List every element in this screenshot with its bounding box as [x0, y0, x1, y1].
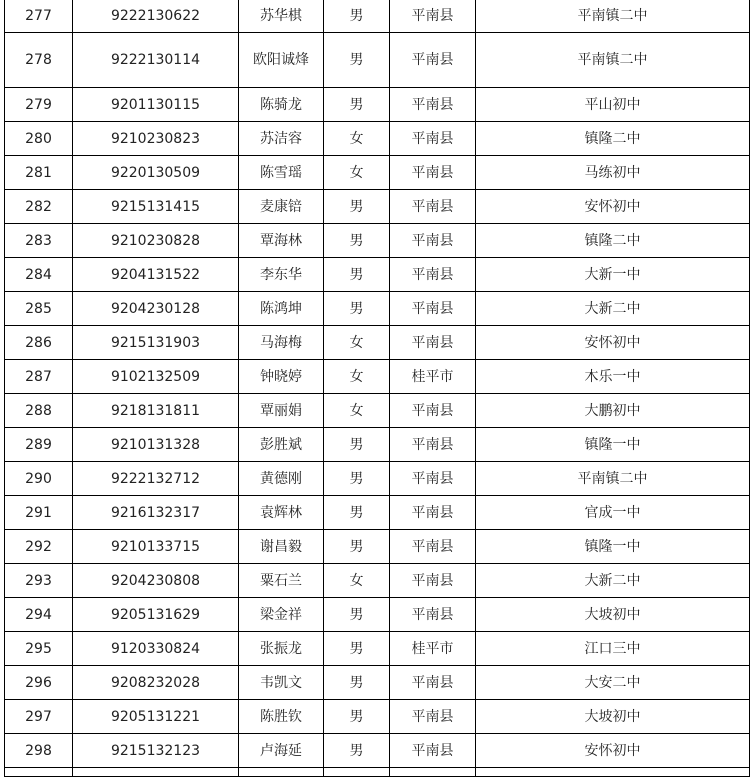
table-row [5, 156, 750, 190]
school-cell [476, 768, 750, 777]
row-number-cell: 293 [5, 564, 73, 598]
county-cell: 平南县 [390, 33, 476, 88]
gender-cell: 男 [324, 632, 390, 666]
table-row [5, 632, 750, 666]
gender-cell: 男 [324, 666, 390, 700]
gender-cell: 男 [324, 530, 390, 564]
student-name-cell: 彭胜斌 [239, 428, 324, 462]
row-number-cell: 292 [5, 530, 73, 564]
table-row [5, 428, 750, 462]
student-name-cell: 陈骑龙 [239, 88, 324, 122]
student-name-cell: 陈雪瑶 [239, 156, 324, 190]
table-row [5, 564, 750, 598]
exam-id-cell [73, 768, 239, 777]
exam-id-cell: 9204131522 [73, 258, 239, 292]
exam-id-cell: 9220130509 [73, 156, 239, 190]
gender-cell: 女 [324, 394, 390, 428]
row-number-cell: 282 [5, 190, 73, 224]
table-row [5, 598, 750, 632]
school-cell: 安怀初中 [476, 734, 750, 768]
exam-id-cell: 9201130115 [73, 88, 239, 122]
table-row [5, 394, 750, 428]
table-row [5, 530, 750, 564]
county-cell: 平南县 [390, 462, 476, 496]
exam-id-cell: 9204230128 [73, 292, 239, 326]
row-number-cell: 277 [5, 0, 73, 33]
school-cell: 平山初中 [476, 88, 750, 122]
county-cell: 桂平市 [390, 632, 476, 666]
student-name-cell: 麦康锫 [239, 190, 324, 224]
county-cell: 平南县 [390, 156, 476, 190]
county-cell: 平南县 [390, 190, 476, 224]
county-cell: 平南县 [390, 700, 476, 734]
school-cell: 镇隆二中 [476, 224, 750, 258]
school-cell: 大新二中 [476, 292, 750, 326]
county-cell: 平南县 [390, 734, 476, 768]
exam-id-cell: 9215131415 [73, 190, 239, 224]
exam-id-cell: 9210230823 [73, 122, 239, 156]
county-cell: 平南县 [390, 122, 476, 156]
student-name-cell: 卢海延 [239, 734, 324, 768]
school-cell: 安怀初中 [476, 190, 750, 224]
table-row [5, 326, 750, 360]
exam-id-cell: 9215132123 [73, 734, 239, 768]
table-row [5, 190, 750, 224]
row-number-cell: 294 [5, 598, 73, 632]
row-number-cell: 286 [5, 326, 73, 360]
gender-cell: 女 [324, 156, 390, 190]
student-name-cell: 苏洁容 [239, 122, 324, 156]
exam-id-cell: 9120330824 [73, 632, 239, 666]
gender-cell: 女 [324, 564, 390, 598]
school-cell: 官成一中 [476, 496, 750, 530]
gender-cell: 男 [324, 462, 390, 496]
school-cell: 马练初中 [476, 156, 750, 190]
row-number-cell: 278 [5, 33, 73, 88]
student-name-cell: 韦凯文 [239, 666, 324, 700]
student-name-cell [239, 768, 324, 777]
school-cell: 大鹏初中 [476, 394, 750, 428]
table-row [5, 122, 750, 156]
exam-id-cell: 9205131221 [73, 700, 239, 734]
student-name-cell: 梁金祥 [239, 598, 324, 632]
row-number-cell: 284 [5, 258, 73, 292]
school-cell: 平南镇二中 [476, 33, 750, 88]
row-number-cell: 281 [5, 156, 73, 190]
student-roster-table [4, 0, 750, 777]
table-row [5, 292, 750, 326]
county-cell: 平南县 [390, 394, 476, 428]
gender-cell: 女 [324, 326, 390, 360]
gender-cell: 男 [324, 190, 390, 224]
school-cell: 镇隆二中 [476, 122, 750, 156]
table-row [5, 462, 750, 496]
student-name-cell: 马海梅 [239, 326, 324, 360]
table-row [5, 0, 750, 33]
table-row [5, 496, 750, 530]
school-cell: 大坡初中 [476, 700, 750, 734]
row-number-cell: 287 [5, 360, 73, 394]
table-row [5, 88, 750, 122]
gender-cell: 男 [324, 734, 390, 768]
gender-cell: 男 [324, 496, 390, 530]
student-name-cell: 黄德刚 [239, 462, 324, 496]
gender-cell: 男 [324, 292, 390, 326]
gender-cell: 男 [324, 0, 390, 33]
table-row [5, 734, 750, 768]
county-cell: 平南县 [390, 258, 476, 292]
school-cell: 江口三中 [476, 632, 750, 666]
exam-id-cell: 9216132317 [73, 496, 239, 530]
table-row [5, 258, 750, 292]
student-name-cell: 陈胜钦 [239, 700, 324, 734]
gender-cell [324, 768, 390, 777]
row-number-cell: 295 [5, 632, 73, 666]
county-cell: 平南县 [390, 666, 476, 700]
county-cell: 平南县 [390, 224, 476, 258]
school-cell: 镇隆一中 [476, 428, 750, 462]
row-number-cell: 291 [5, 496, 73, 530]
student-name-cell: 覃海林 [239, 224, 324, 258]
student-name-cell: 钟晓婷 [239, 360, 324, 394]
row-number-cell: 288 [5, 394, 73, 428]
exam-id-cell: 9210230828 [73, 224, 239, 258]
school-cell: 大新一中 [476, 258, 750, 292]
row-number-cell: 283 [5, 224, 73, 258]
school-cell: 大坡初中 [476, 598, 750, 632]
gender-cell: 女 [324, 360, 390, 394]
school-cell: 平南镇二中 [476, 462, 750, 496]
school-cell: 大新二中 [476, 564, 750, 598]
school-cell: 安怀初中 [476, 326, 750, 360]
table-row [5, 360, 750, 394]
student-name-cell: 粟石兰 [239, 564, 324, 598]
county-cell: 平南县 [390, 428, 476, 462]
row-number-cell: 297 [5, 700, 73, 734]
county-cell: 平南县 [390, 88, 476, 122]
student-name-cell: 覃丽娟 [239, 394, 324, 428]
row-number-cell [5, 768, 73, 777]
county-cell: 平南县 [390, 0, 476, 33]
exam-id-cell: 9204230808 [73, 564, 239, 598]
row-number-cell: 279 [5, 88, 73, 122]
exam-id-cell: 9210133715 [73, 530, 239, 564]
row-number-cell: 285 [5, 292, 73, 326]
table-row [5, 33, 750, 88]
county-cell: 平南县 [390, 564, 476, 598]
exam-id-cell: 9218131811 [73, 394, 239, 428]
exam-id-cell: 9210131328 [73, 428, 239, 462]
roster-body [5, 0, 750, 777]
exam-id-cell: 9222130622 [73, 0, 239, 33]
exam-id-cell: 9222132712 [73, 462, 239, 496]
student-name-cell: 李东华 [239, 258, 324, 292]
row-number-cell: 289 [5, 428, 73, 462]
table-row [5, 700, 750, 734]
county-cell [390, 768, 476, 777]
gender-cell: 男 [324, 428, 390, 462]
table-row [5, 224, 750, 258]
student-name-cell: 张振龙 [239, 632, 324, 666]
gender-cell: 男 [324, 224, 390, 258]
gender-cell: 男 [324, 598, 390, 632]
county-cell: 平南县 [390, 292, 476, 326]
school-cell: 大安二中 [476, 666, 750, 700]
row-number-cell: 298 [5, 734, 73, 768]
exam-id-cell: 9102132509 [73, 360, 239, 394]
student-name-cell: 袁辉林 [239, 496, 324, 530]
row-number-cell: 280 [5, 122, 73, 156]
county-cell: 平南县 [390, 496, 476, 530]
gender-cell: 女 [324, 122, 390, 156]
exam-id-cell: 9208232028 [73, 666, 239, 700]
row-number-cell: 296 [5, 666, 73, 700]
table-row [5, 666, 750, 700]
gender-cell: 男 [324, 700, 390, 734]
county-cell: 平南县 [390, 530, 476, 564]
gender-cell: 男 [324, 88, 390, 122]
county-cell: 平南县 [390, 326, 476, 360]
school-cell: 平南镇二中 [476, 0, 750, 33]
student-name-cell: 谢昌毅 [239, 530, 324, 564]
gender-cell: 男 [324, 258, 390, 292]
exam-id-cell: 9205131629 [73, 598, 239, 632]
gender-cell: 男 [324, 33, 390, 88]
table-row [5, 768, 750, 777]
student-name-cell: 陈鸿坤 [239, 292, 324, 326]
student-name-cell: 欧阳诚烽 [239, 33, 324, 88]
exam-id-cell: 9215131903 [73, 326, 239, 360]
school-cell: 木乐一中 [476, 360, 750, 394]
row-number-cell: 290 [5, 462, 73, 496]
exam-id-cell: 9222130114 [73, 33, 239, 88]
student-name-cell: 苏华棋 [239, 0, 324, 33]
county-cell: 平南县 [390, 598, 476, 632]
school-cell: 镇隆一中 [476, 530, 750, 564]
county-cell: 桂平市 [390, 360, 476, 394]
